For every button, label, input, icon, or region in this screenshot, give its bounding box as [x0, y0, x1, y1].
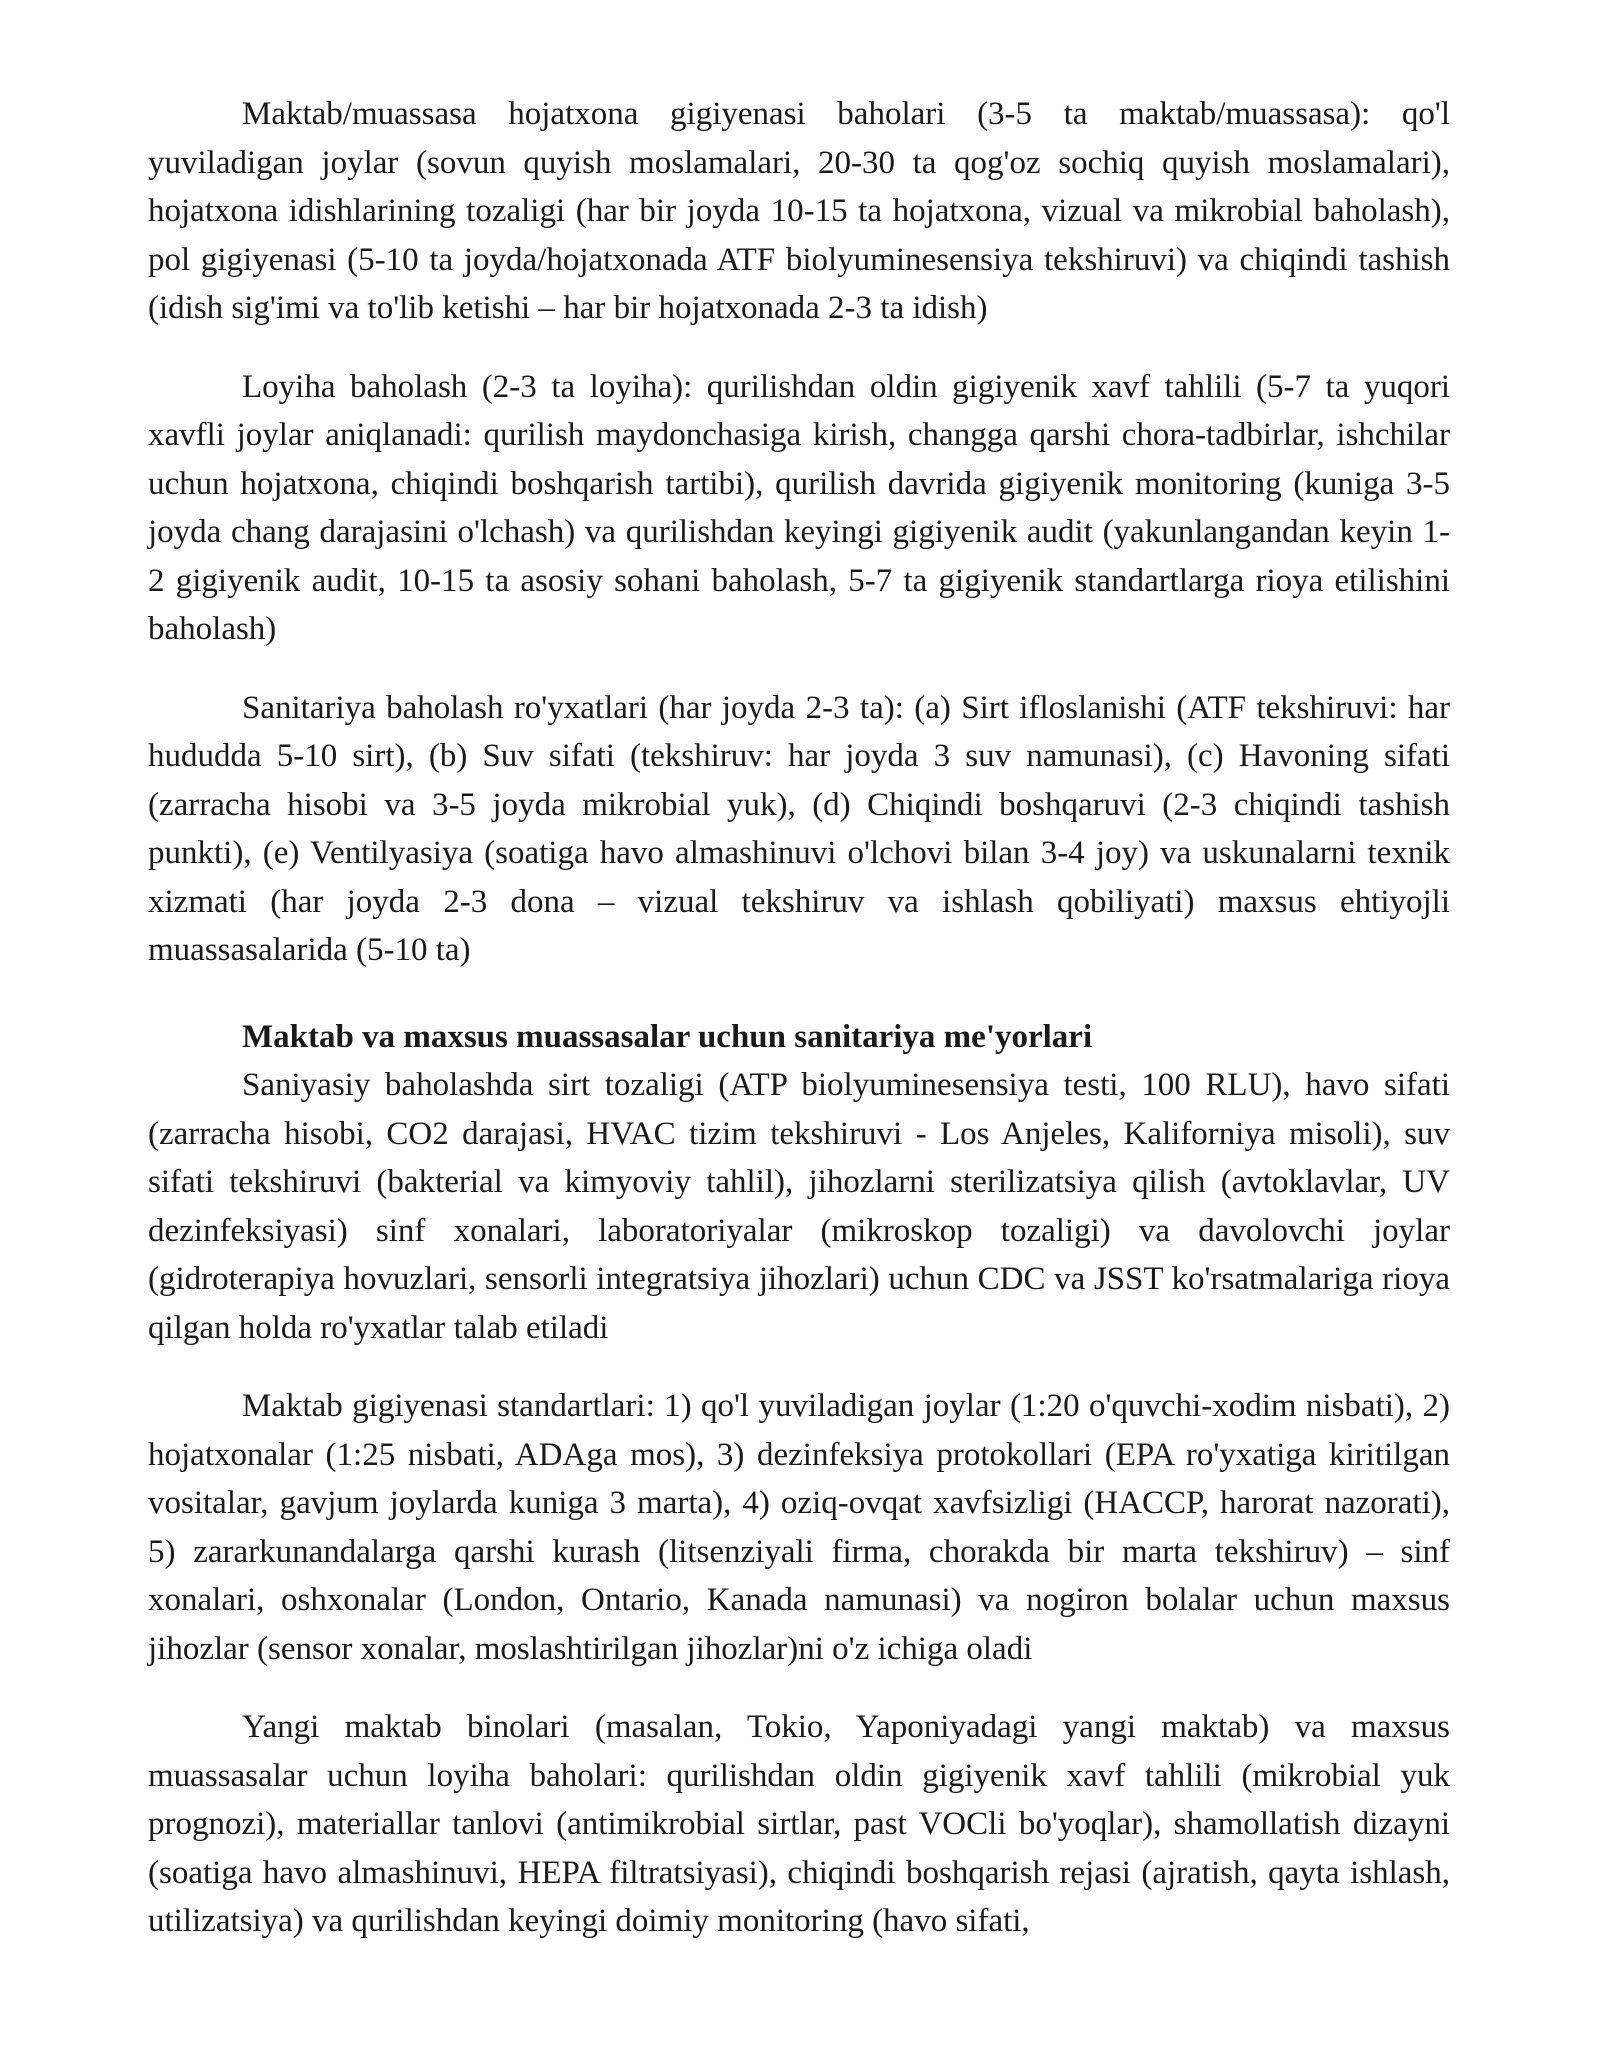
paragraph-toilet-hygiene: Maktab/muassasa hojatxona gigiyenasi baholari (3-5 ta maktab/muassasa): qo'l yuviladigan joylar (sovun quyish moslamalari, 20-30 ta qog'oz sochiq quyish moslamalari), hojatxona idishlarining tozaligi (har bir joyda 10-15 ta hojatxona, vizual va mikrobial baholash), pol gigiyenasi (5-10 ta joyda/hojatxonada ATF biolyuminesensiya tekshiruvi) va chiqindi tashish (idish sig'imi va to'lib ketishi – har bir hojatxonada 2-3 ta idish) [148, 96, 1450, 326]
paragraph-school-hygiene-standards: Maktab gigiyenasi standartlari: 1) qo'l yuviladigan joylar (1:20 o'quvchi-xodim nisbati), 2) hojatxonalar (1:25 nisbati, ADAga mos), 3) dezinfeksiya protokollari (EPA ro'yxatiga kiritilgan vositalar, gavjum joylarda kuniga 3 marta), 4) oziq-ovqat xavfsizligi (HACCP, harorat nazorati), 5) zararkunandalarga qarshi kurash (litsenziyali firma, chorakda bir marta tekshiruv) – sinf xonalari, oshxonalar (London, Ontario, Kanada namunasi) va nogiron bolalar uchun maxsus jihozlar (sensor xonalar, moslashtirilgan jihozlar)ni o'z ichiga oladi [148, 1388, 1450, 1667]
paragraph-sanitary-checklists: Sanitariya baholash ro'yxatlari (har joyda 2-3 ta): (a) Sirt ifloslanishi (ATF tekshiruvi: har hududda 5-10 sirt), (b) Suv sifati (tekshiruv: har joyda 3 suv namunasi), (c) Havoning sifati (zarracha hisobi va 3-5 joyda mikrobial yuk), (d) Chiqindi boshqaruvi (2-3 chiqindi tashish punkti), (e) Ventilyasiya (soatiga havo almashinuvi o'lchovi bilan 3-4 joy) va uskunalarni texnik xizmati (har joyda 2-3 dona – vizual tekshiruv va ishlash qobiliyati) maxsus ehtiyojli muassasalarida (5-10 ta) [148, 689, 1450, 968]
paragraph-sanitary-assessment: Saniyasiy baholashda sirt tozaligi (ATP biolyuminesensiya testi, 100 RLU), havo sifati (zarracha hisobi, CO2 darajasi, HVAC tizim tekshiruvi - Los Anjeles, Kaliforniya misoli), suv sifati tekshiruvi (bakterial va kimyoviy tahlil), jihozlarni sterilizatsiya qilish (avtoklavlar, UV dezinfeksiyasi) sinf xonalari, laboratoriyalar (mikroskop tozaligi) va davolovchi joylar (gidroterapiya hovuzlari, sensorli integratsiya jihozlari) uchun CDC va JSST ko'rsatmalariga rioya qilgan holda ro'yxatlar talab etiladi [148, 1067, 1450, 1346]
paragraph-new-school-buildings: Yangi maktab binolari (masalan, Tokio, Yaponiyadagi yangi maktab) va maxsus muassasalar uchun loyiha baholari: qurilishdan oldin gigiyenik xavf tahlili (mikrobial yuk prognozi), materiallar tanlovi (antimikrobial sirtlar, past VOCli bo'yoqlar), shamollatish dizayni (soatiga havo almashinuvi, HEPA filtratsiyasi), chiqindi boshqarish rejasi (ajratish, qayta ishlash, utilizatsiya) va qurilishdan keyingi doimiy monitoring (havo sifati, [148, 1709, 1450, 1939]
section-heading: Maktab va maxsus muassasalar uchun sanitariya me'yorlari [242, 1018, 1093, 1055]
document-page [148, 90, 1450, 1946]
paragraph-project-assessment: Loyiha baholash (2-3 ta loyiha): qurilishdan oldin gigiyenik xavf tahlili (5-7 ta yuqori xavfli joylar aniqlanadi: qurilish maydonchasiga kirish, changga qarshi chora-tadbirlar, ishchilar uchun hojatxona, chiqindi boshqarish tartibi), qurilish davrida gigiyenik monitoring (kuniga 3-5 joyda chang darajasini o'lchash) va qurilishdan keyingi gigiyenik audit (yakunlangandan keyin 1-2 gigiyenik audit, 10-15 ta asosiy sohani baholash, 5-7 ta gigiyenik standartlarga rioya etilishini baholash) [148, 368, 1450, 647]
